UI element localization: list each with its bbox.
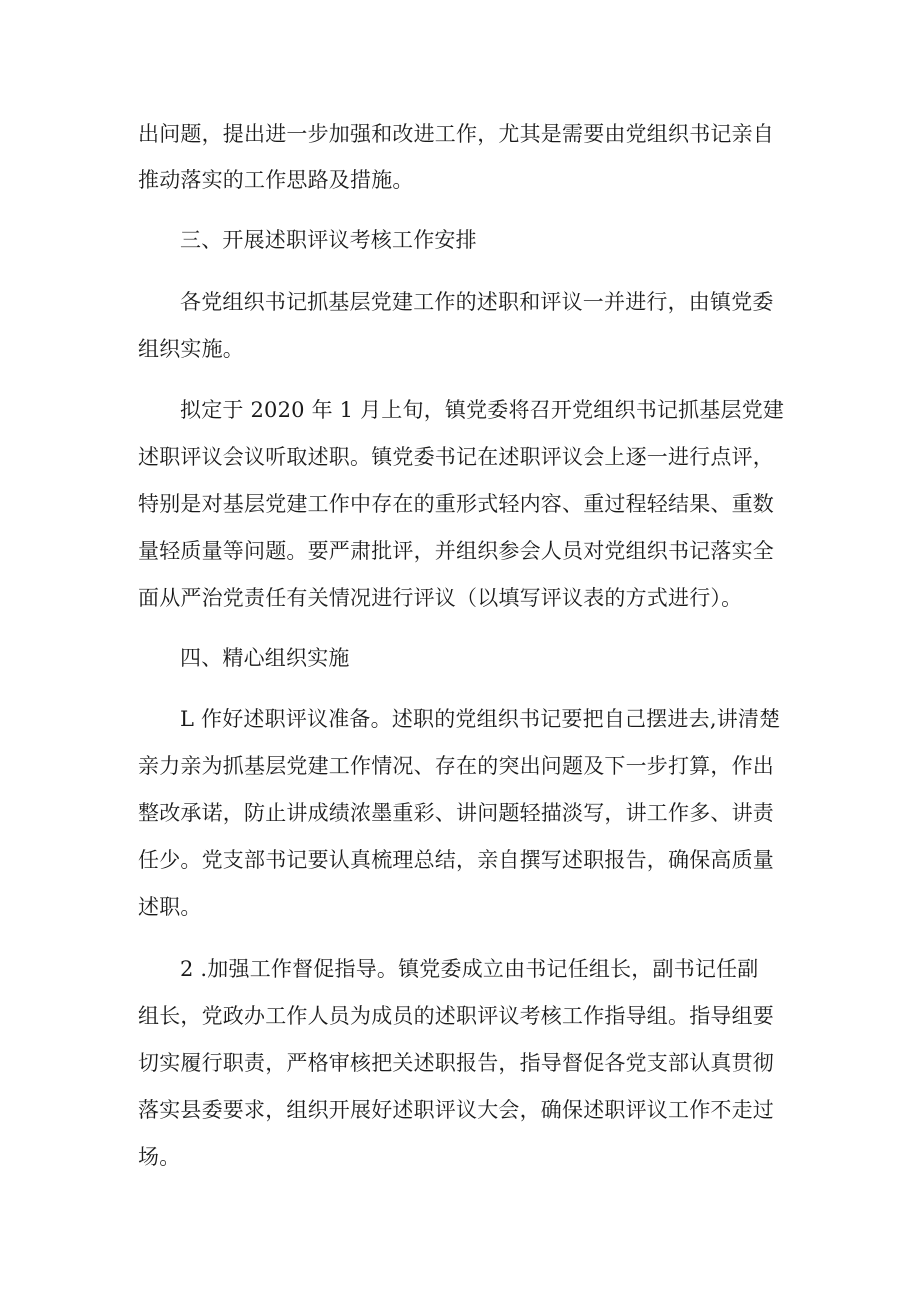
paragraph-3-line-3: 特别是对基层党建工作中存在的重形式轻内容、重过程轻结果、重数 (138, 492, 774, 516)
paragraph-5-line-3: 切实履行职责，严格审核把关述职报告，指导督促各党支部认真贯彻 (138, 1051, 774, 1075)
paragraph-5-line-2: 组长，党政办工作人员为成员的述职评议考核工作指导组。指导组要 (138, 1004, 774, 1028)
paragraph-3-line-2: 述职评议会议听取述职。镇党委书记在述职评议会上逐一进行点评， (138, 445, 774, 469)
section-heading-3: 三、开展述职评议考核工作安排 (180, 228, 477, 252)
paragraph-5-line-4: 落实县委要求，组织开展好述职评议大会，确保述职评议工作不走过 (138, 1098, 774, 1122)
paragraph-4-line-1: L 作好述职评议准备。述职的党组织书记要把自己摆进去,讲清楚 (180, 707, 781, 731)
paragraph-4-line-3: 整改承诺，防止讲成绩浓墨重彩、讲问题轻描淡写，讲工作多、讲责 (138, 801, 774, 825)
paragraph-1-line-2: 推动落实的工作思路及措施。 (138, 168, 414, 192)
paragraph-4-line-5: 述职。 (138, 895, 202, 919)
section-heading-4: 四、精心组织实施 (180, 646, 350, 670)
paragraph-4-line-4: 任少。党支部书记要认真梳理总结，亲自撰写述职报告，确保高质量 (138, 848, 774, 872)
paragraph-2-line-2: 组织实施。 (138, 337, 244, 361)
paragraph-3-line-4: 量轻质量等问题。要严肃批评，并组织参会人员对党组织书记落实全 (138, 539, 774, 563)
paragraph-3-line-5: 面从严治党责任有关情况进行评议（以填写评议表的方式进行）。 (138, 586, 743, 610)
paragraph-3-line-1: 拟定于 2020 年 1 月上旬，镇党委将召开党组织书记抓基层党建 (180, 398, 785, 422)
paragraph-5-line-5: 场。 (138, 1145, 181, 1169)
paragraph-5-line-1: 2 .加强工作督促指导。镇党委成立由书记任组长，副书记任副 (180, 957, 759, 981)
paragraph-1-line-1: 出问题，提出进一步加强和改进工作，尤其是需要由党组织书记亲自 (138, 122, 774, 146)
paragraph-4-line-2: 亲力亲为抓基层党建工作情况、存在的突出问题及下一步打算，作出 (138, 754, 774, 778)
paragraph-2-line-1: 各党组织书记抓基层党建工作的述职和评议一并进行，由镇党委 (180, 290, 774, 314)
